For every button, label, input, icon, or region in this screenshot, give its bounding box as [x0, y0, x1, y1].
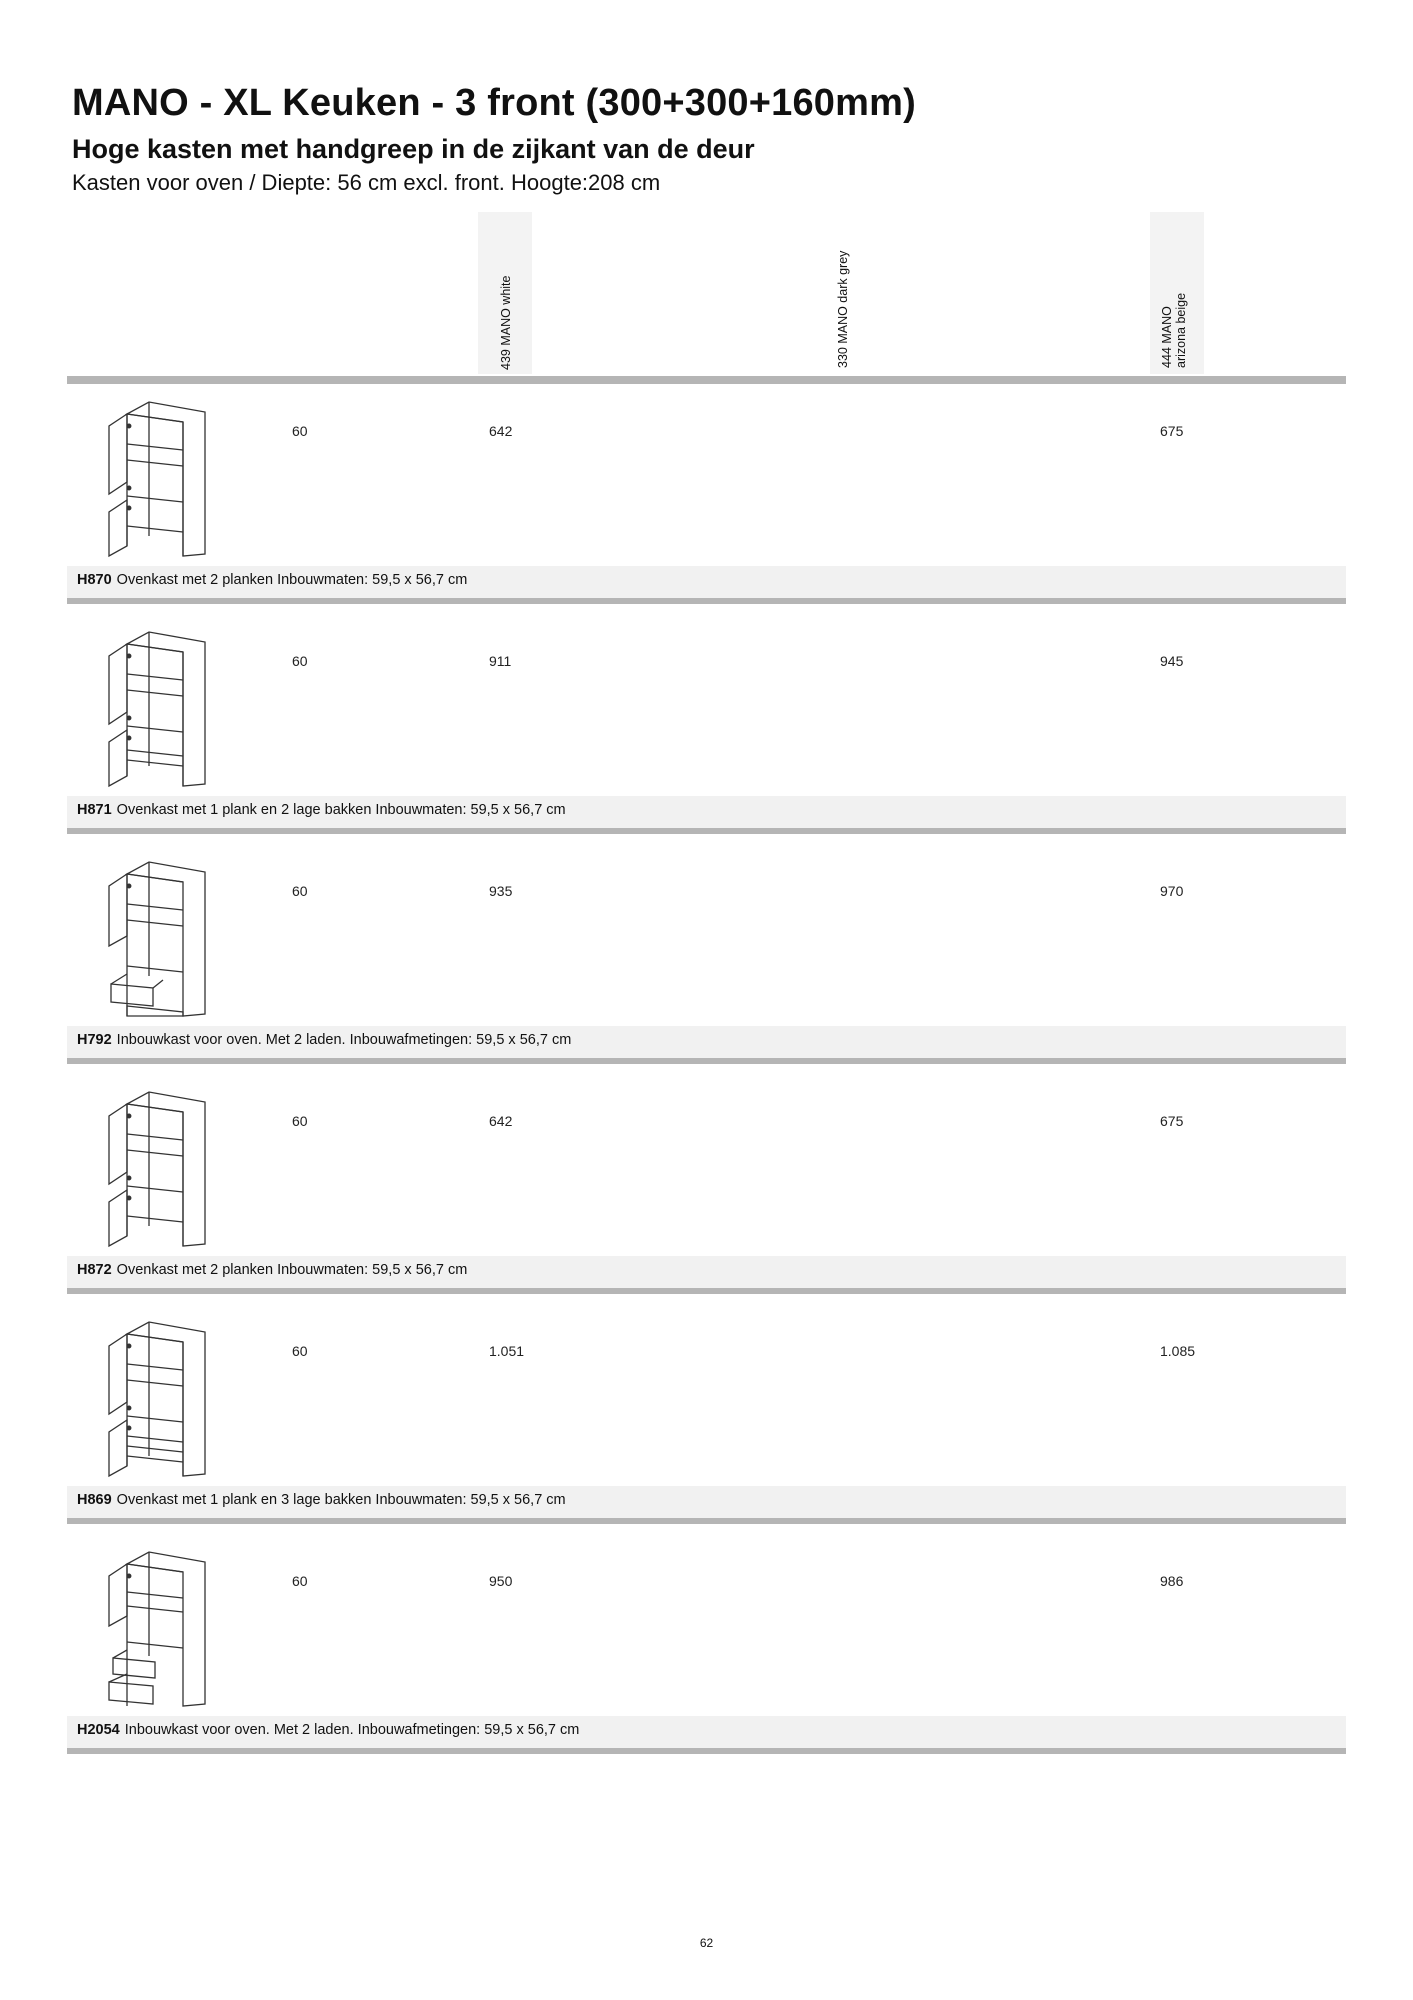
row-description — [77, 572, 467, 588]
column-header-white: 439 MANO white — [499, 275, 513, 370]
price-arizona-beige: 1.085 — [1160, 1343, 1196, 1359]
oven-cabinet-2-trays-icon — [97, 626, 237, 791]
row-divider — [67, 1288, 1346, 1294]
width-value: 60 — [292, 883, 308, 899]
price-arizona-beige: 675 — [1160, 423, 1184, 439]
page-title: MANO - XL Keuken - 3 front (300+300+160mm) — [72, 82, 916, 124]
product-code: H871 — [77, 802, 112, 818]
price-arizona-beige: 986 — [1160, 1573, 1184, 1589]
oven-cabinet-2-drawers-icon — [97, 1546, 237, 1711]
row-divider — [67, 1518, 1346, 1524]
table-row — [67, 384, 1346, 606]
product-code: H869 — [77, 1492, 112, 1508]
table-row — [67, 844, 1346, 1066]
price-white: 950 — [489, 1573, 513, 1589]
column-header-line2: arizona beige — [1174, 292, 1188, 368]
width-value: 60 — [292, 1113, 308, 1129]
page-subtitle-details: Kasten voor oven / Diepte: 56 cm excl. front. Hoogte:208 cm — [72, 170, 661, 195]
oven-cabinet-2-drawers-icon — [97, 856, 237, 1021]
product-code: H2054 — [77, 1722, 120, 1738]
width-value: 60 — [292, 1343, 308, 1359]
price-white: 911 — [489, 653, 512, 669]
oven-cabinet-3-trays-icon — [97, 1316, 237, 1481]
column-header-line1: 444 MANO — [1160, 306, 1174, 368]
row-divider — [67, 598, 1346, 604]
product-description: Ovenkast met 1 plank en 3 lage bakken Inbouwmaten: 59,5 x 56,7 cm — [116, 1492, 566, 1508]
product-description: Inbouwkast voor oven. Met 2 laden. Inbouwafmetingen: 59,5 x 56,7 cm — [116, 1032, 572, 1048]
price-white: 1.051 — [489, 1343, 525, 1359]
row-description — [77, 802, 566, 818]
price-white: 642 — [489, 1113, 513, 1129]
product-description: Ovenkast met 2 planken Inbouwmaten: 59,5 x 56,7 cm — [116, 1262, 468, 1278]
row-divider — [67, 1748, 1346, 1754]
row-divider — [67, 1058, 1346, 1064]
product-description: Ovenkast met 2 planken Inbouwmaten: 59,5 x 56,7 cm — [116, 572, 468, 588]
page-subtitle: Hoge kasten met handgreep in de zijkant van de deur — [72, 134, 755, 164]
product-code: H872 — [77, 1262, 112, 1278]
table-row — [67, 614, 1346, 836]
product-description: Inbouwkast voor oven. Met 2 laden. Inbouwafmetingen: 59,5 x 56,7 cm — [124, 1722, 580, 1738]
width-value: 60 — [292, 1573, 308, 1589]
width-value: 60 — [292, 423, 308, 439]
table-row — [67, 1074, 1346, 1296]
column-header-dark-grey: 330 MANO dark grey — [836, 250, 850, 368]
width-value: 60 — [292, 653, 308, 669]
price-arizona-beige: 970 — [1160, 883, 1184, 899]
page-number: 62 — [699, 1936, 714, 1950]
price-white: 935 — [489, 883, 513, 899]
row-description — [77, 1262, 467, 1278]
row-divider — [67, 828, 1346, 834]
oven-cabinet-2-shelves-icon — [97, 396, 237, 561]
row-description — [77, 1032, 571, 1048]
price-arizona-beige: 945 — [1160, 653, 1184, 669]
row-description — [77, 1722, 579, 1738]
product-code: H870 — [77, 572, 112, 588]
price-arizona-beige: 675 — [1160, 1113, 1184, 1129]
row-description — [77, 1492, 566, 1508]
oven-cabinet-2-shelves-icon — [97, 1086, 237, 1251]
price-white: 642 — [489, 423, 513, 439]
table-header-divider — [67, 376, 1346, 384]
product-code: H792 — [77, 1032, 112, 1048]
table-row — [67, 1534, 1346, 1756]
table-row — [67, 1304, 1346, 1526]
column-header-arizona-beige — [1160, 293, 1188, 368]
product-description: Ovenkast met 1 plank en 2 lage bakken Inbouwmaten: 59,5 x 56,7 cm — [116, 802, 566, 818]
